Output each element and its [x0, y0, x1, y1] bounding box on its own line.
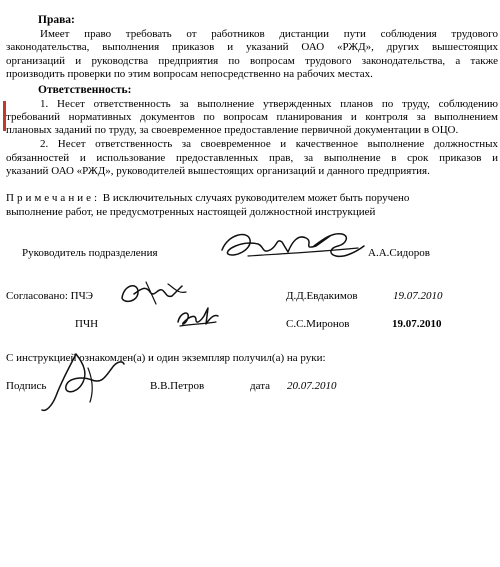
acknowledgement-statement: С инструкцией ознакомлен(а) и один экземпляр получил(а) на руки:	[6, 352, 326, 364]
employee-name: В.В.Петров	[150, 380, 205, 392]
approval-org-pche: ПЧЭ	[70, 290, 94, 302]
head-role: Руководитель подразделения	[22, 247, 158, 259]
approvals-row-1	[6, 290, 93, 303]
signature-label: Подпись	[6, 380, 47, 392]
responsibility-item2-line-2: обязанностей и использование предоставленных прав, за выполнение в срок приказов и	[6, 152, 498, 164]
responsibility-item1-line-2: требований нормативных документов по вопросам планирования и контроля за выполнением	[6, 111, 498, 123]
employee-signature-image	[36, 350, 126, 414]
approval-date-pche: 19.07.2010	[393, 290, 443, 302]
rights-line-3: организаций и руководства предприятия по вопросам трудового законодательства, а также	[6, 55, 498, 67]
acknowledgement-date: 20.07.2010	[287, 380, 337, 392]
approval-name-pche: Д.Д.Евдакимов	[286, 290, 358, 302]
rights-heading: Права:	[38, 14, 75, 26]
note-line-1	[6, 192, 409, 205]
rights-line-4: производить проверки по этим вопросам непосредственно на рабочих местах.	[6, 68, 373, 80]
responsibility-item1-line-1: 1. Несет ответственность за выполнение утвержденных планов по труду, соблюдению	[40, 98, 498, 110]
approvals-label: Согласовано:	[6, 290, 68, 302]
responsibility-item2-line-1: 2. Несет ответственность за своевременное и качественное выполнение должностных	[40, 138, 498, 150]
note-line-2: выполнение работ, не предусмотренных настоящей должностной инструкцией	[6, 206, 376, 218]
head-name: А.А.Сидоров	[368, 247, 430, 259]
approval-date-pchn: 19.07.2010	[392, 318, 442, 330]
note-label: Примечание:	[6, 192, 101, 204]
date-label: дата	[250, 380, 271, 392]
note-text: В исключительных случаях руководителем может быть поручено	[102, 192, 410, 204]
responsibility-item2-line-3: указаний ОАО «РЖД», руководителей вышестоящих организаций и данного предприятия.	[6, 165, 430, 177]
head-signature-image	[218, 228, 368, 264]
rights-line-2: законодательства, выполнения приказов и указаний ОАО «РЖД», других вышестоящих	[6, 41, 498, 53]
rights-line-1: Имеет право требовать от работников дистанции пути соблюдения трудового	[40, 28, 498, 40]
pchn-signature-image	[174, 304, 220, 330]
responsibility-item1-line-3: плановых заданий по труду, за своевременное предоставление первичной документации в ОЦО.	[6, 124, 459, 136]
responsibility-heading: Ответственность:	[38, 84, 132, 96]
approval-name-pchn: С.С.Миронов	[286, 318, 350, 330]
approval-org-pchn: ПЧН	[75, 318, 99, 330]
